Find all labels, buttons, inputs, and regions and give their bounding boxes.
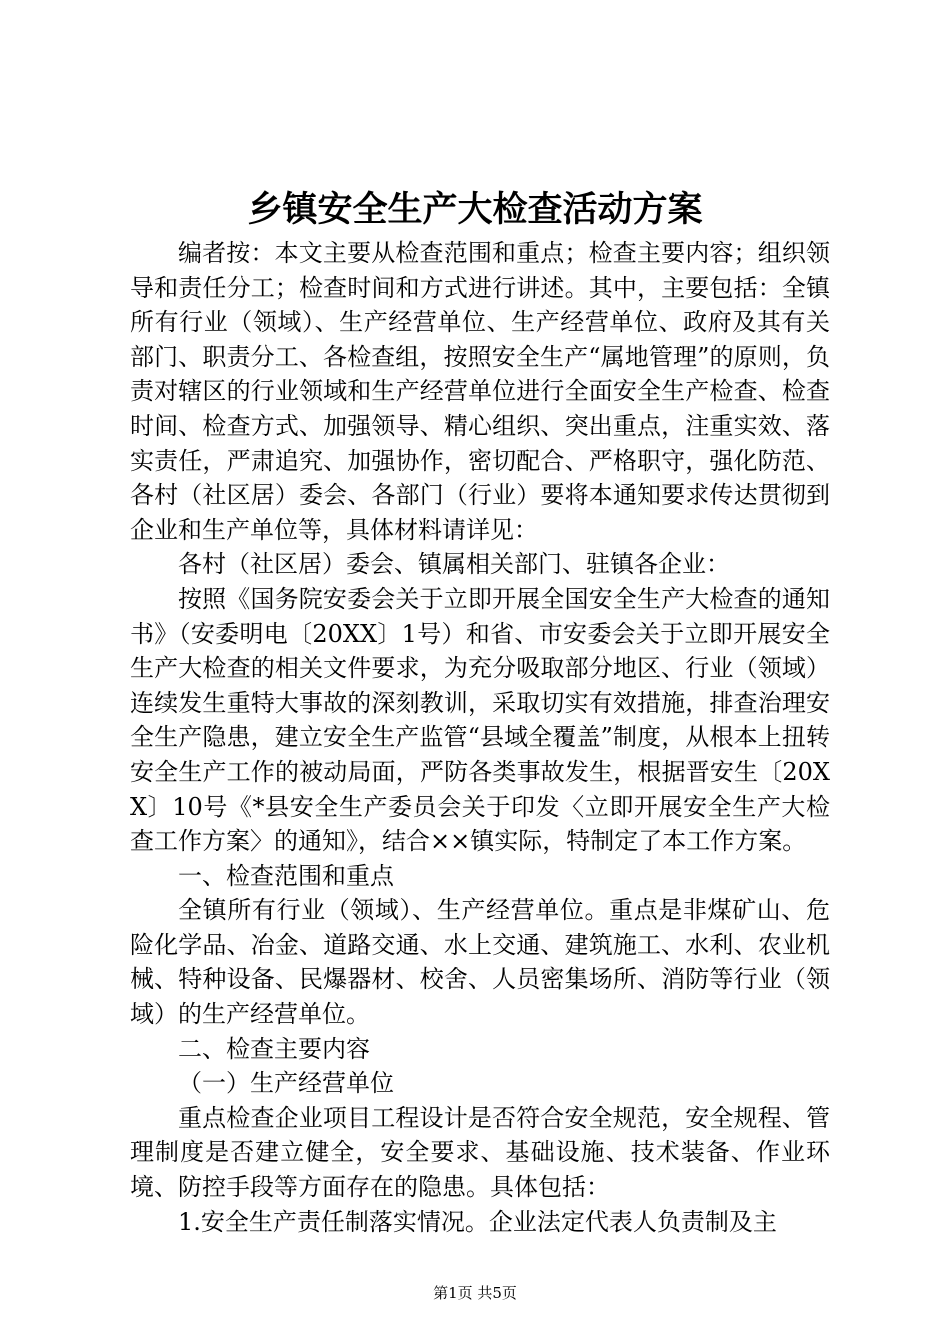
preamble-paragraph: 按照《国务院安委会关于立即开展全国安全生产大检查的通知书》（安委明电〔20XX〕1号）和省、市安委会关于立即开展安全生产大检查的相关文件要求，为充分吸取部分地区、行业（领域）连续发生重特大事故的深刻教训，采取切实有效措施，排查治理安全生产隐患，建立安全生产监管“县域全覆盖”制度，从根本上扭转安全生产工作的被动局面，严防各类事故发生，根据晋安生〔20XX〕10号《*县安全生产委员会关于印发〈立即开展安全生产大检查工作方案〉的通知》，结合××镇实际，特制定了本工作方案。 (130, 584, 830, 856)
subsection-heading-units: （一）生产经营单位 (178, 1069, 394, 1098)
document-title: 乡镇安全生产大检查活动方案 (247, 190, 703, 230)
scope-paragraph: 全镇所有行业（领域）、生产经营单位。重点是非煤矿山、危险化学品、冶金、道路交通、水上交通、建筑施工、水利、农业机械、特种设备、民爆器材、校舍、人员密集场所、消防等行业（领域）的生产经营单位。 (130, 896, 830, 1029)
units-paragraph: 重点检查企业项目工程设计是否符合安全规范，安全规程、管理制度是否建立健全，安全要求、基础设施、技术装备、作业环境、防控手段等方面存在的隐患。具体包括： (130, 1103, 830, 1202)
salutation-paragraph: 各村（社区居）委会、镇属相关部门、驻镇各企业： (178, 550, 730, 579)
section-heading-scope: 一、检查范围和重点 (178, 861, 394, 890)
editor-note-paragraph: 编者按：本文主要从检查范围和重点；检查主要内容；组织领导和责任分工；检查时间和方式进行讲述。其中，主要包括：全镇所有行业（领域）、生产经营单位、生产经营单位、政府及其有关部门、职责分工、各检查组，按照安全生产“属地管理”的原则，负责对辖区的行业领域和生产经营单位进行全面安全生产检查、检查时间、检查方式、加强领导、精心组织、突出重点，注重实效、落实责任，严肃追究、加强协作，密切配合、严格职守，强化防范、各村（社区居）委会、各部门（行业）要将本通知要求传达贯彻到企业和生产单位等，具体材料请详见： (130, 239, 830, 544)
section-heading-content: 二、检查主要内容 (178, 1034, 370, 1063)
list-item-1: 1.安全生产责任制落实情况。企业法定代表人负责制及主 (178, 1207, 777, 1236)
page-footer: 第1页 共5页 (433, 1284, 517, 1302)
document-body (130, 236, 830, 1239)
